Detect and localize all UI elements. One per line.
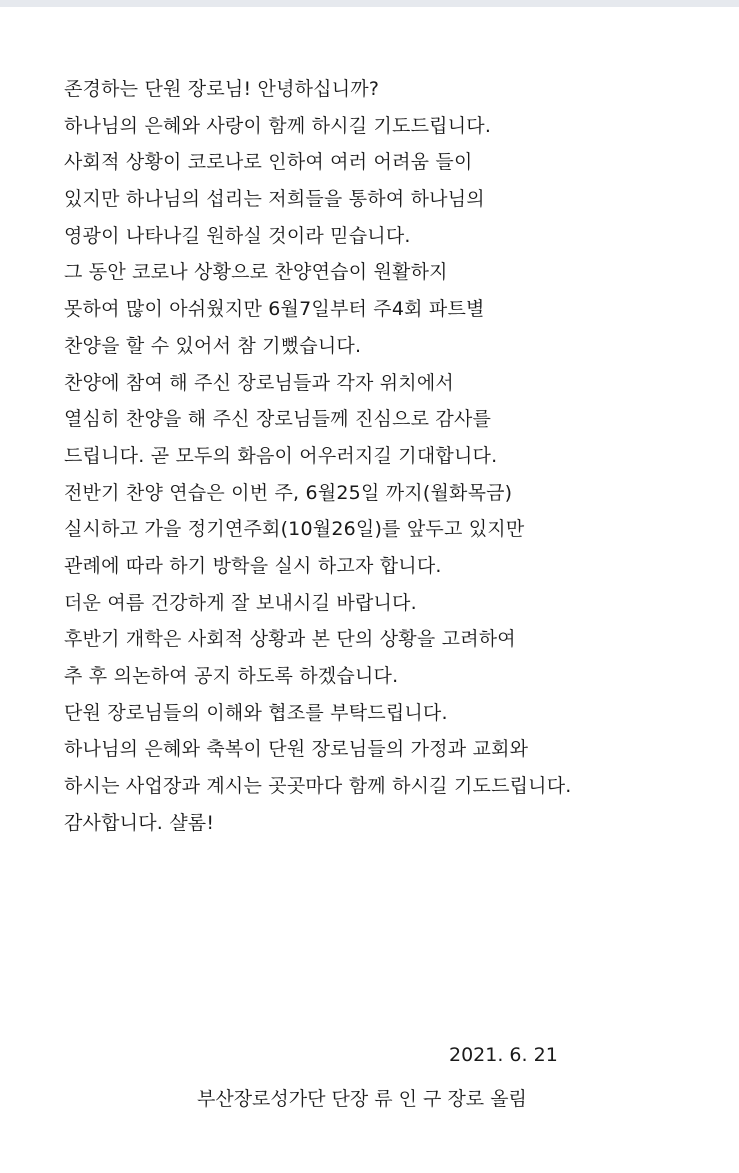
letter-line: 전반기 찬양 연습은 이번 주, 6월25일 까지(월화목금) [64,481,513,504]
letter-line: 열심히 찬양을 해 주신 장로님들께 진심으로 감사를 [64,408,492,431]
letter-line: 하시는 사업장과 계시는 곳곳마다 함께 하시길 기도드립니다. [64,775,572,798]
letter-line: 단원 장로님들의 이해와 협조를 부탁드립니다. [64,701,448,724]
letter-line-greeting: 존경하는 단원 장로님! 안녕하십니까? [64,78,380,100]
letter-line: 사회적 상황이 코로나로 인하여 여러 어려움 들이 [64,151,473,174]
letter-line: 찬양을 할 수 있어서 참 기뻤습니다. [64,334,362,357]
letter-line-closing: 감사합니다. 샬롬! [64,811,215,834]
letter-line: 추 후 의논하여 공지 하도록 하겠습니다. [64,665,399,687]
letter-line: 후반기 개학은 사회적 상황과 본 단의 상황을 고려하여 [64,628,516,651]
letter-line: 못하여 많이 아쉬웠지만 6월7일부터 주4회 파트별 [64,298,485,321]
letter-line: 관례에 따라 하기 방학을 실시 하고자 합니다. [64,554,442,577]
letter-line: 드립니다. 곧 모두의 화음이 어우러지길 기대합니다. [64,444,498,467]
letter-line: 영광이 나타나길 원하실 것이라 믿습니다. [64,224,411,247]
letter-body [64,71,724,841]
letter-line: 하나님의 은혜와 축복이 단원 장로님들의 가정과 교회와 [64,738,529,761]
letter-line: 그 동안 코로나 상황으로 찬양연습이 원활하지 [64,261,448,284]
letter-line: 있지만 하나님의 섭리는 저희들을 통하여 하나님의 [64,188,485,211]
letter-line: 더운 여름 건강하게 잘 보내시길 바랍니다. [64,591,417,614]
letter-line: 실시하고 가을 정기연주회(10월26일)를 앞두고 있지만 [64,518,525,541]
letter-line: 하나님의 은혜와 사랑이 함께 하시길 기도드립니다. [64,114,492,137]
letter-signature: 부산장로성가단 단장 류 인 구 장로 올림 [197,1088,527,1110]
top-divider-strip [0,0,739,7]
letter-date: 2021. 6. 21 [449,1044,558,1066]
letter-line: 찬양에 참여 해 주신 장로님들과 각자 위치에서 [64,371,454,394]
